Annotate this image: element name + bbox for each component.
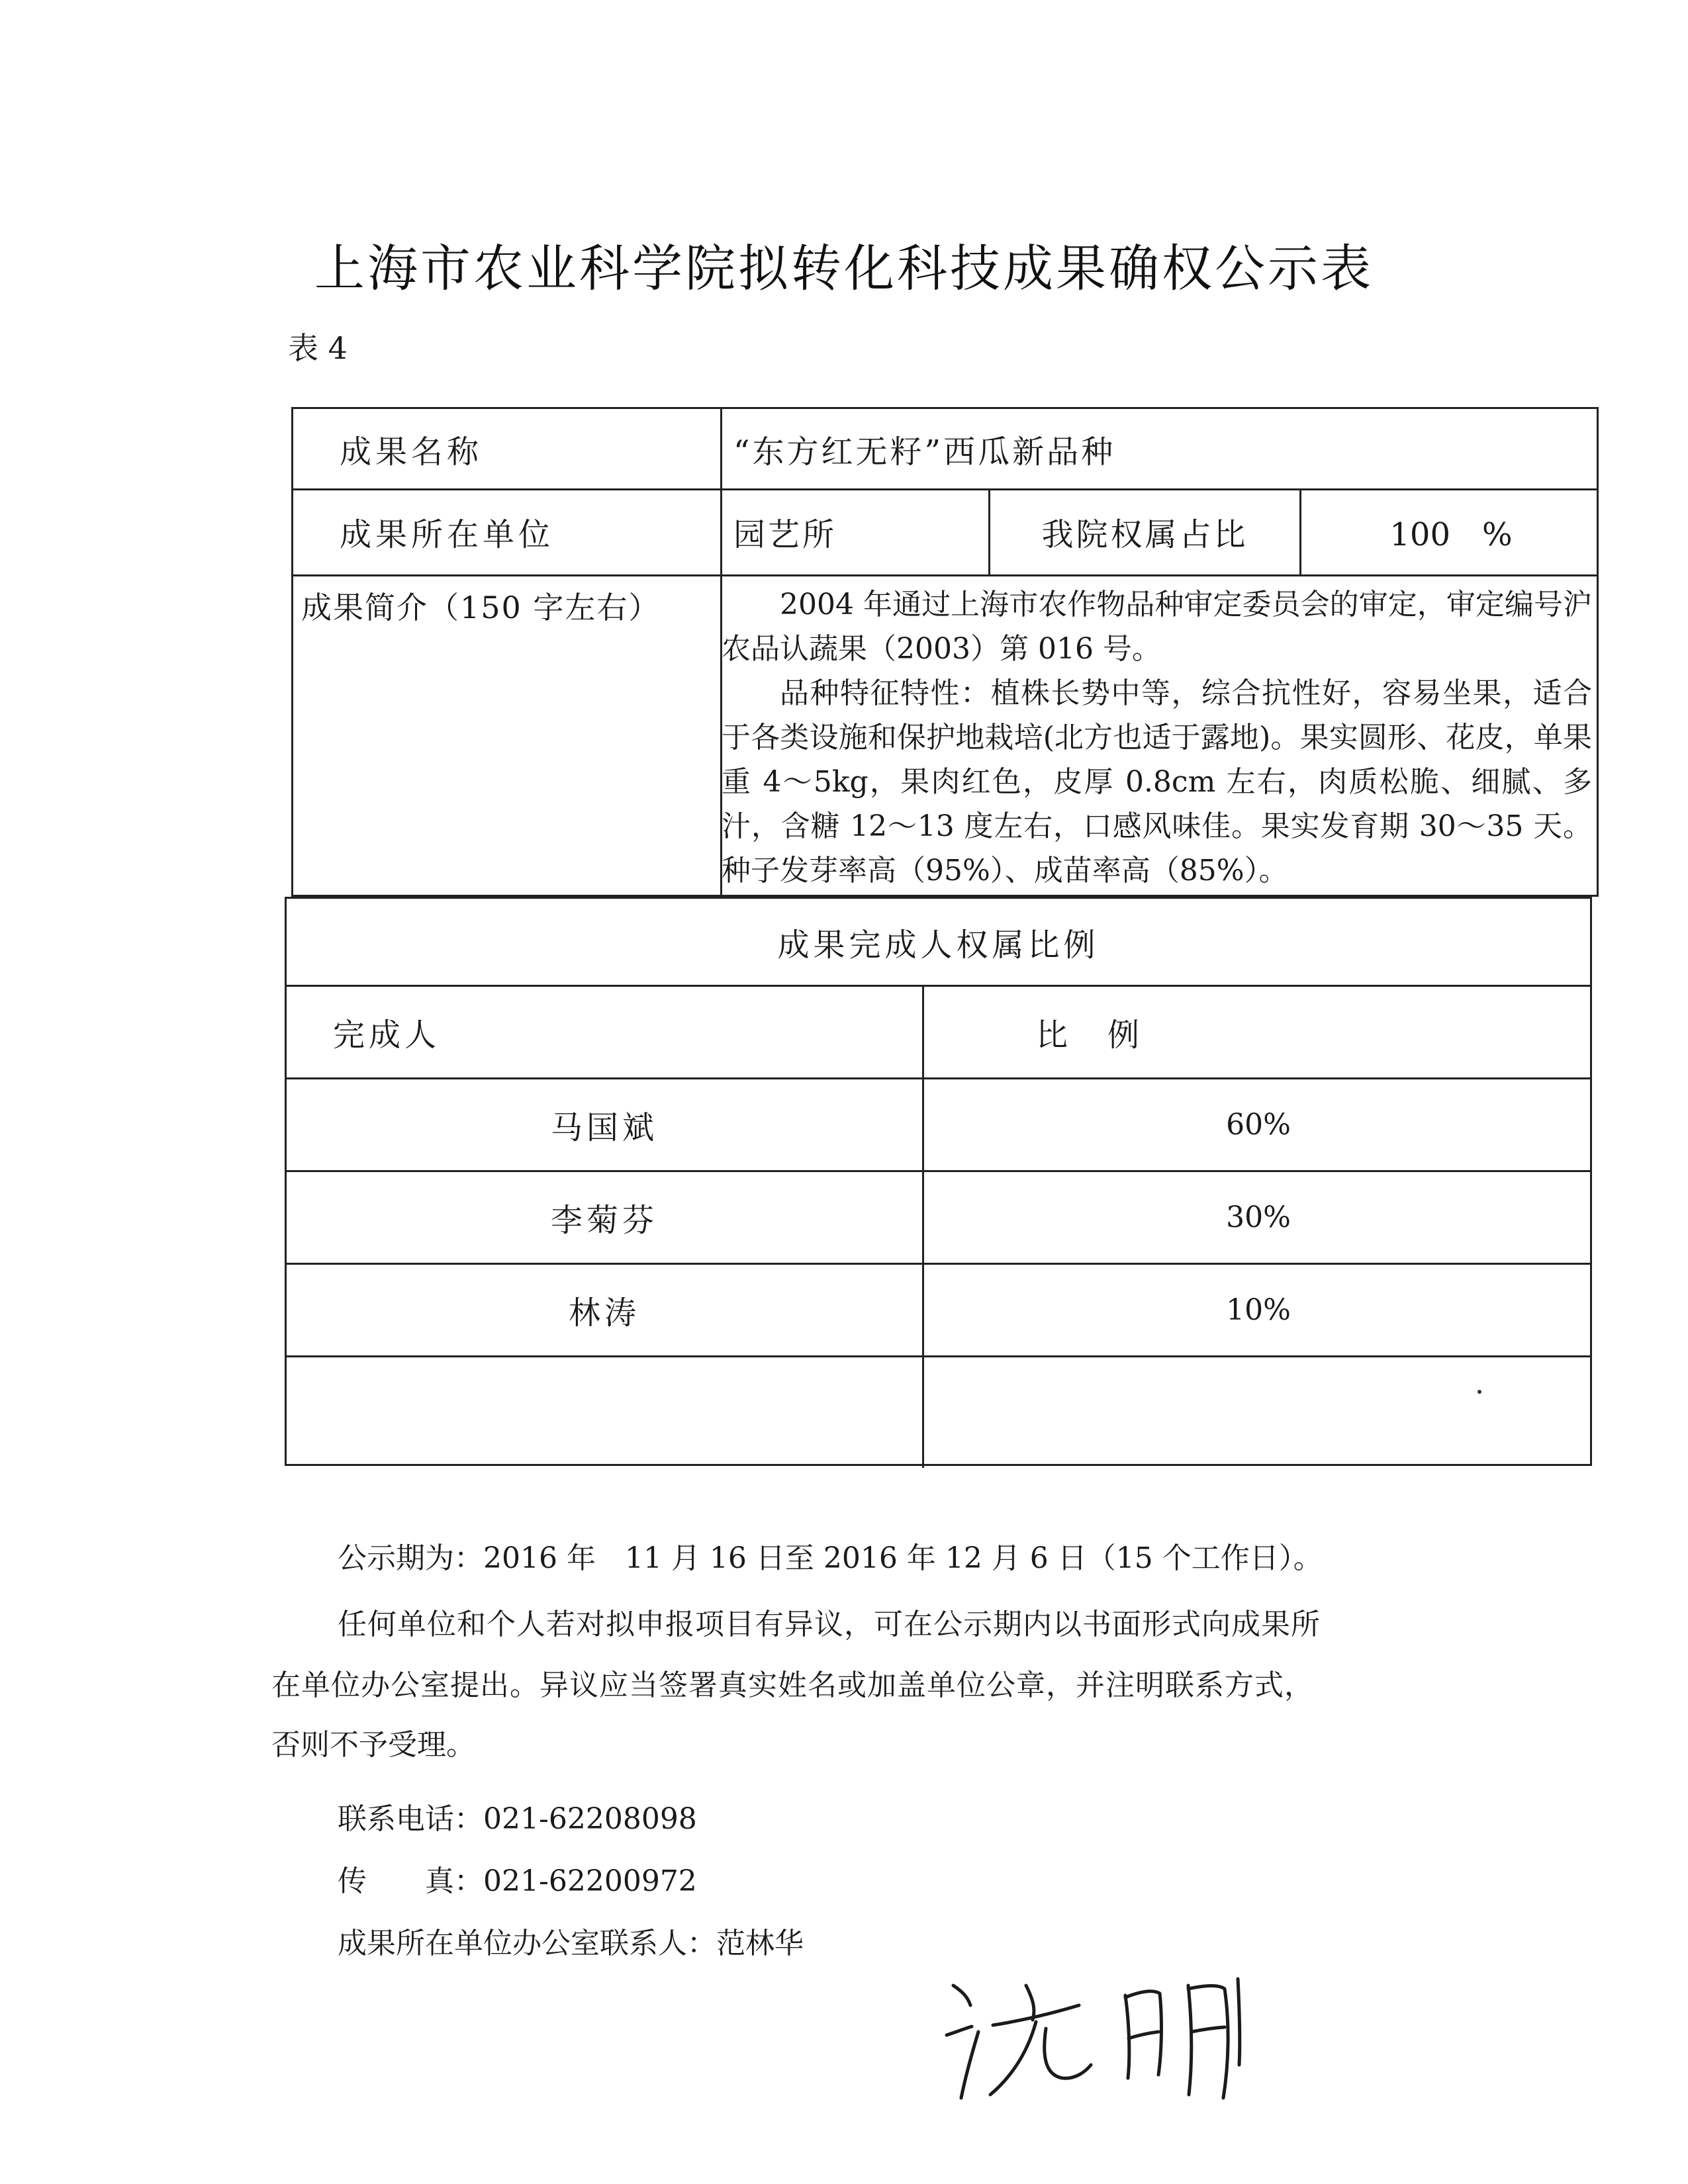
intro-text — [722, 582, 1592, 893]
scan-speck — [1477, 1390, 1481, 1394]
achievement-name-label: 成果名称 — [340, 433, 483, 471]
ownership-label: 我院权属占比 — [1041, 516, 1248, 553]
achievement-name-value: “东方红无籽”西瓜新品种 — [733, 433, 1116, 471]
notice-objection-line-2: 在单位办公室提出。异议应当签署真实姓名或加盖单位公章，并注明联系方式， — [271, 1668, 1314, 1702]
notice-period: 公示期为：2016 年 11 月 16 日至 2016 年 12 月 6 日（15 个工作日）。 — [338, 1541, 1323, 1575]
contributor-ratio: 30% — [1226, 1201, 1291, 1234]
table-number: 表 4 — [288, 330, 348, 366]
ownership-value: 100 % — [1389, 516, 1513, 553]
column-person-header: 完成人 — [333, 1017, 441, 1054]
notice-objection-line-1: 任何单位和个人若对拟申报项目有异议，可在公示期内以书面形式向成果所 — [338, 1608, 1321, 1641]
notice-objection-line-3: 否则不予受理。 — [271, 1728, 475, 1762]
contact-fax: 传 真：021-62200972 — [338, 1864, 697, 1898]
contributor-name: 马国斌 — [550, 1109, 658, 1146]
handwritten-signature — [927, 1959, 1271, 2105]
unit-label: 成果所在单位 — [340, 516, 555, 553]
contributors-header: 成果完成人权属比例 — [777, 926, 1100, 964]
contributor-name: 林涛 — [568, 1295, 640, 1332]
contributor-name: 李菊芬 — [550, 1202, 658, 1239]
unit-value: 园艺所 — [733, 516, 837, 553]
intro-paragraph-1: 2004 年通过上海市农作物品种审定委员会的审定，审定编号沪农品认蔬果（2003）第 016 号。 — [722, 588, 1592, 666]
page-title: 上海市农业科学院拟转化科技成果确权公示表 — [314, 239, 1374, 298]
office-contact-person: 成果所在单位办公室联系人：范林华 — [338, 1927, 804, 1960]
intro-label: 成果简介（150 字左右） — [301, 590, 661, 625]
column-ratio-header: 比 例 — [1035, 1017, 1143, 1054]
intro-paragraph-2: 品种特征特性：植株长势中等，综合抗性好，容易坐果，适合于各类设施和保护地栽培(北方也适于露地)。果实圆形、花皮，单果重 4～5kg，果肉红色，皮厚 0.8cm 左右，肉质松脆、细腻、多汁，含糖 12～13 度左右，口感风味佳。果实发育期 30～35 天。种子发芽率高（95%）、成苗率高（85%）。 — [722, 676, 1592, 887]
contributors-table — [285, 897, 1592, 1466]
contact-phone: 联系电话：021-62208098 — [338, 1802, 697, 1836]
contributor-ratio: 60% — [1226, 1108, 1291, 1142]
contributor-ratio: 10% — [1226, 1293, 1291, 1327]
